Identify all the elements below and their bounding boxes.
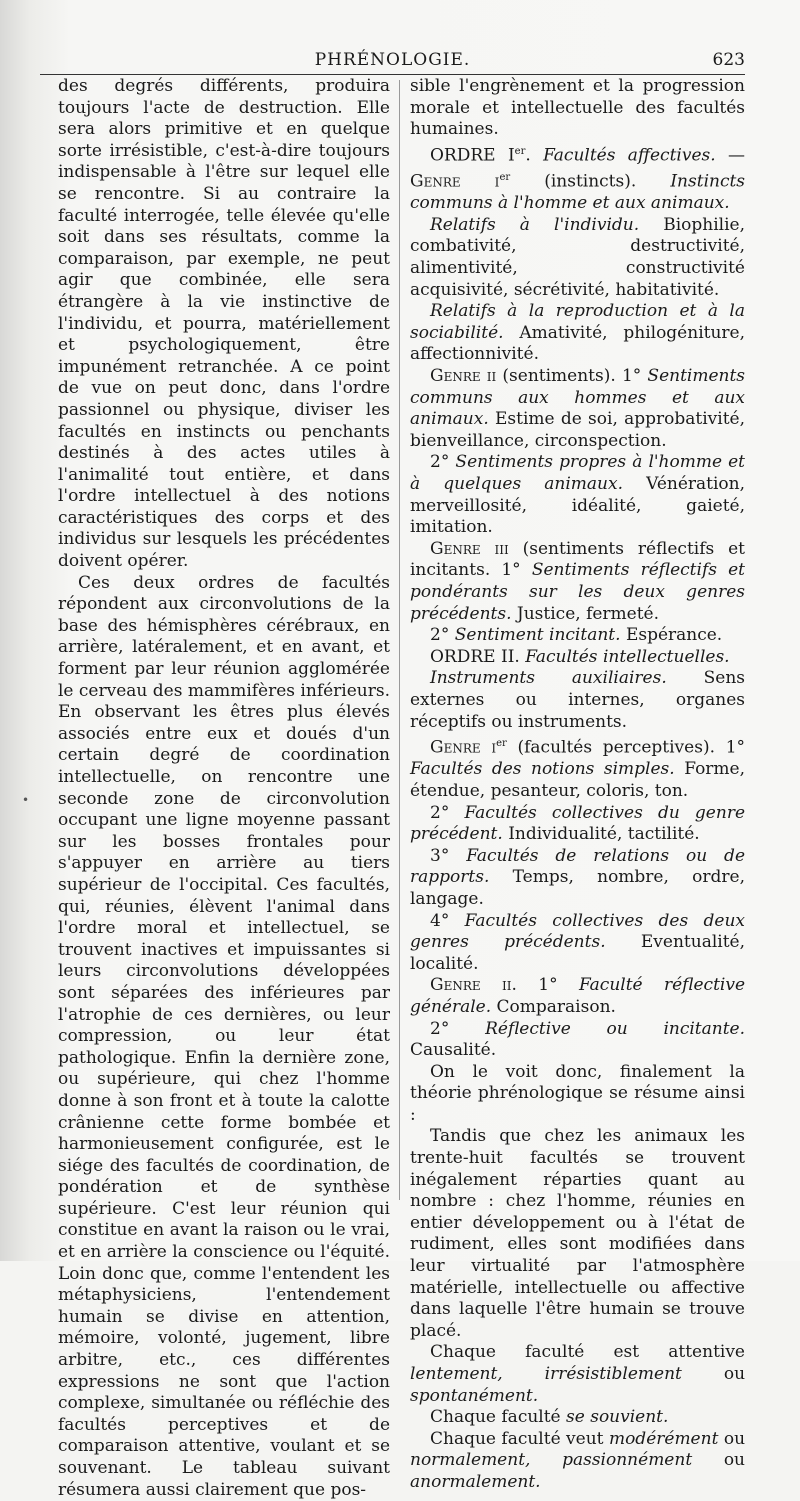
paragraph: On le voit donc, finalement la théorie phrénologique se résume ainsi : <box>410 1061 745 1125</box>
page-number: 623 <box>712 50 745 70</box>
margin-mark: • <box>22 793 30 807</box>
paragraph: des degrés différents, produira toujours l'acte de destruction. Elle sera alors primitive et en quelque sorte irrésistible, c'est-à-dire toujours indispensable à l'être sur lequel elle se rencontre. Si au contraire la faculté interrogée, telle élevée qu'elle soit dans ses résultats, comme la comparaison, par exemple, ne peut agir que combinée, elle sera étrangère à la vie instinctive de l'individu, et pourra, matériellement et psychologiquement, être impunément retranchée. A ce point de vue on peut donc, dans l'ordre passionnel ou physique, diviser les facultés en instincts ou penchants destinés à des actes utiles à l'animalité tout entière, et dans l'ordre intellectuel à des notions caractéristiques des corps et des individus sur lesquels les précédentes doivent opérer. <box>58 76 390 572</box>
ordre-1-heading: ORDRE Ier. Facultés affectives. — Genre $i^{er}$ (instincts). Instincts communs à l'homme et aux animaux. <box>410 145 746 214</box>
classification-entry: Genre ii (sentiments). 1° Sentiments communs aux hommes et aux animaux. Estime de soi, approbativité, bienveillance, circonspection. <box>410 366 746 451</box>
classification-entry: 2° Sentiments propres à l'homme et à quelques animaux. Vénération, merveillosité, idéalité, gaieté, imitation. <box>410 452 746 538</box>
classification-entry: 2° Sentiment incitant. Espérance. <box>430 625 723 646</box>
paragraph: Chaque faculté veut modérément ou normalement, passionnément ou anormalement. <box>410 1428 746 1492</box>
classification-entry: 2° Réflective ou incitante. Causalité. <box>410 1018 746 1061</box>
classification-entry: Genre ii. 1° Faculté réflective générale. Comparaison. <box>410 975 746 1017</box>
paragraph: Tandis que chez les animaux les trente-huit facultés se trouvent inégalement réparties quant au nombre : chez l'homme, réunies en entier développement ou à l'état de rudiment, elles sont modifiées dans leur virtualité par l'atmosphère matérielle, intellectuelle ou affective dans laquelle l'être humain se trouve placé. <box>410 1126 745 1341</box>
ordre-2-heading: ORDRE II. Facultés intellectuelles. <box>430 646 730 667</box>
classification-entry: Relatifs à la reproduction et à la sociabilité. Amativité, philogéniture, affectionnivité. <box>410 301 746 365</box>
page-header <box>40 50 745 76</box>
classification-entry: 2° Facultés collectives du genre précédent. Individualité, tactilité. <box>410 802 746 845</box>
paragraph: sible l'engrènement et la progression morale et intellectuelle des facultés humaines. <box>410 76 745 140</box>
classification-entry: Genre $i^{er}$ (facultés perceptives). 1° Facultés des notions simples. Forme, étendue, pesanteur, coloris, ton. <box>410 737 746 801</box>
paragraph: Ces deux ordres de facultés répondent aux circonvolutions de la base des hémisphères cérébraux, en arrière, latéralement, et en avant, et forment par leur réunion agglomérée le cerveau des mammifères inférieurs. En observant les êtres plus élevés associés entre eux et doués d'un certain degré de coordination intellectuelle, on rencontre une seconde zone de circonvolution occupant une ligne moyenne passant sur les bosses frontales pour s'appuyer en arrière au tiers supérieur de l'occipital. Ces facultés, qui, réunies, élèvent l'animal dans l'ordre moral et intellectuel, se trouvent inactives et impuissantes si leurs circonvolutions développées sont séparées des inférieures par l'atrophie de ces dernières, ou leur compression, ou leur état pathologique. Enfin la dernière zone, ou supérieure, qui chez l'homme donne à son front et à toute la calotte crânienne cette forme bombée et harmonieusement configurée, est le siége des facultés de coordination, de pondération et de synthèse supérieure. C'est leur réunion qui constitue en avant la raison ou le vrai, et en arrière la conscience ou l'équité. Loin donc que, comme l'entendent les métaphysiciens, l'entendement humain se divise en attention, mémoire, volonté, jugement, libre arbitre, etc., ces différentes expressions ne sont que l'action complexe, simultanée ou réfléchie des facultés perceptives et de comparaison attentive, voulant et se souvenant. Le tableau suivant résumera aussi clairement que pos- <box>58 572 390 1500</box>
paragraph: Chaque faculté se souvient. <box>430 1407 669 1428</box>
paragraph: Chaque faculté est attentive lentement, irrésistiblement ou spontanément. <box>410 1342 746 1406</box>
classification-entry: 4° Facultés collectives des deux genres précédents. Eventualité, localité. <box>410 910 745 974</box>
classification-entry: 3° Facultés de relations ou de rapports. Temps, nombre, ordre, langage. <box>410 845 745 909</box>
classification-entry: Instruments auxiliaires. Sens externes ou internes, organes réceptifs ou instruments. <box>410 668 745 732</box>
header-rule <box>40 74 745 75</box>
left-column <box>58 76 390 1501</box>
right-column <box>410 76 745 1494</box>
column-divider <box>399 80 400 1200</box>
classification-entry: Relatifs à l'individu. Biophilie, combativité, destructivité, alimentivité, constructivité acquisivité, sécrétivité, habitativité. <box>410 214 745 300</box>
classification-entry: Genre iii (sentiments réflectifs et incitants. 1° Sentiments réflectifs et pondérants sur les deux genres précédents. Justice, fermeté. <box>410 538 746 624</box>
running-head: PHRÉNOLOGIE. <box>314 50 471 70</box>
